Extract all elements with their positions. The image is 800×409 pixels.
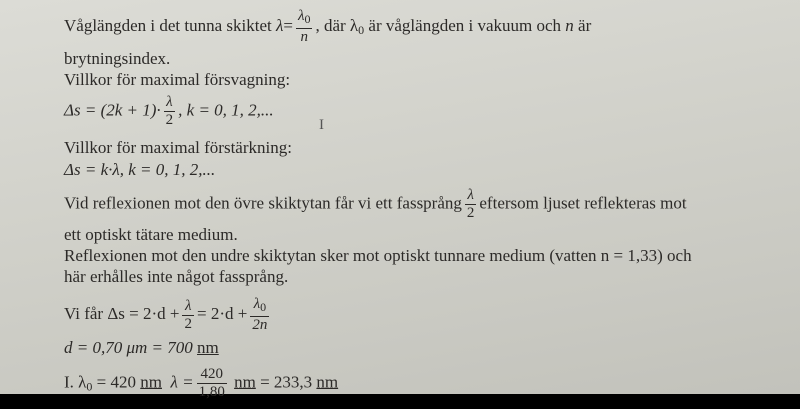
formula-weakening <box>64 94 274 129</box>
text: , k = 0, 1, 2,... <box>178 100 274 120</box>
text: = 2·d + <box>196 303 248 323</box>
text: = 233,3 <box>260 372 313 392</box>
fraction-lambda-over-2: $\frac{\lambda}{2}$ <box>466 187 475 221</box>
text: λ = <box>170 372 194 392</box>
formula-amplification: Δs = k·λ, k = 0, 1, 2,... <box>64 160 216 179</box>
heading-max-weakening: Villkor för maximal försvagning: <box>64 70 291 89</box>
fraction-numerator: $\lambda_0$ <box>296 8 313 29</box>
fraction-lambda0-over-2n: $\frac{\lambda_0}{2n}$ <box>252 296 268 333</box>
text: , där <box>315 15 346 35</box>
lambda0-symbol: λ <box>349 15 359 35</box>
text: eftersom ljuset reflekteras mot <box>479 193 687 213</box>
unit-nm: nm <box>140 372 162 392</box>
text: = 420 <box>96 372 136 392</box>
text: Vid reflexionen mot den övre skiktytan får vi ett fassprång <box>64 193 462 213</box>
subscript: 0 <box>86 379 93 394</box>
formula-wavelength-case-1 <box>64 366 338 401</box>
text: d = 0,70 μm = 700 <box>64 338 193 357</box>
text-line-7 <box>64 187 687 222</box>
text: Våglängden i det tunna skiktet <box>64 15 272 35</box>
text-line-9: Reflexionen mot den undre skiktytan sker mot optiskt tunnare medium (vatten n = 1,33) och <box>64 246 692 265</box>
text: Vi får Δs = 2·d + <box>64 303 180 323</box>
text: Δs = (2k + 1)· <box>64 100 161 120</box>
text: är <box>578 15 592 35</box>
text: = <box>283 15 293 35</box>
fraction-lambda0-over-n <box>296 8 313 46</box>
text: är våglängden i vakuum och <box>368 15 562 35</box>
fraction-denominator: n <box>300 29 308 45</box>
unit-nm: nm <box>316 372 339 392</box>
heading-max-amplification: Villkor för maximal förstärkning: <box>64 138 292 157</box>
lambda-symbol: λ <box>275 15 284 35</box>
text: I. λ <box>64 372 87 392</box>
fraction-420-over-1-80: $\frac{420}{1,80}$ <box>198 366 225 400</box>
formula-path-difference <box>64 296 272 334</box>
unit-nm: nm <box>197 338 219 357</box>
text-line-1 <box>64 8 591 46</box>
text-line-10: här erhålles inte något fassprång. <box>64 267 289 286</box>
fraction-lambda-over-2: $\frac{\lambda}{2}$ <box>184 297 192 332</box>
fraction-lambda-over-2: $\frac{\lambda}{2}$ <box>165 94 174 128</box>
text-line-2: brytningsindex. <box>64 49 171 68</box>
formula-thickness <box>64 338 219 358</box>
subscript: 0 <box>358 22 365 37</box>
text-cursor-icon: I <box>319 117 324 133</box>
unit-nm: nm <box>234 372 256 392</box>
text-line-8: ett optiskt tätare medium. <box>64 225 238 244</box>
n-symbol: n <box>565 15 574 35</box>
